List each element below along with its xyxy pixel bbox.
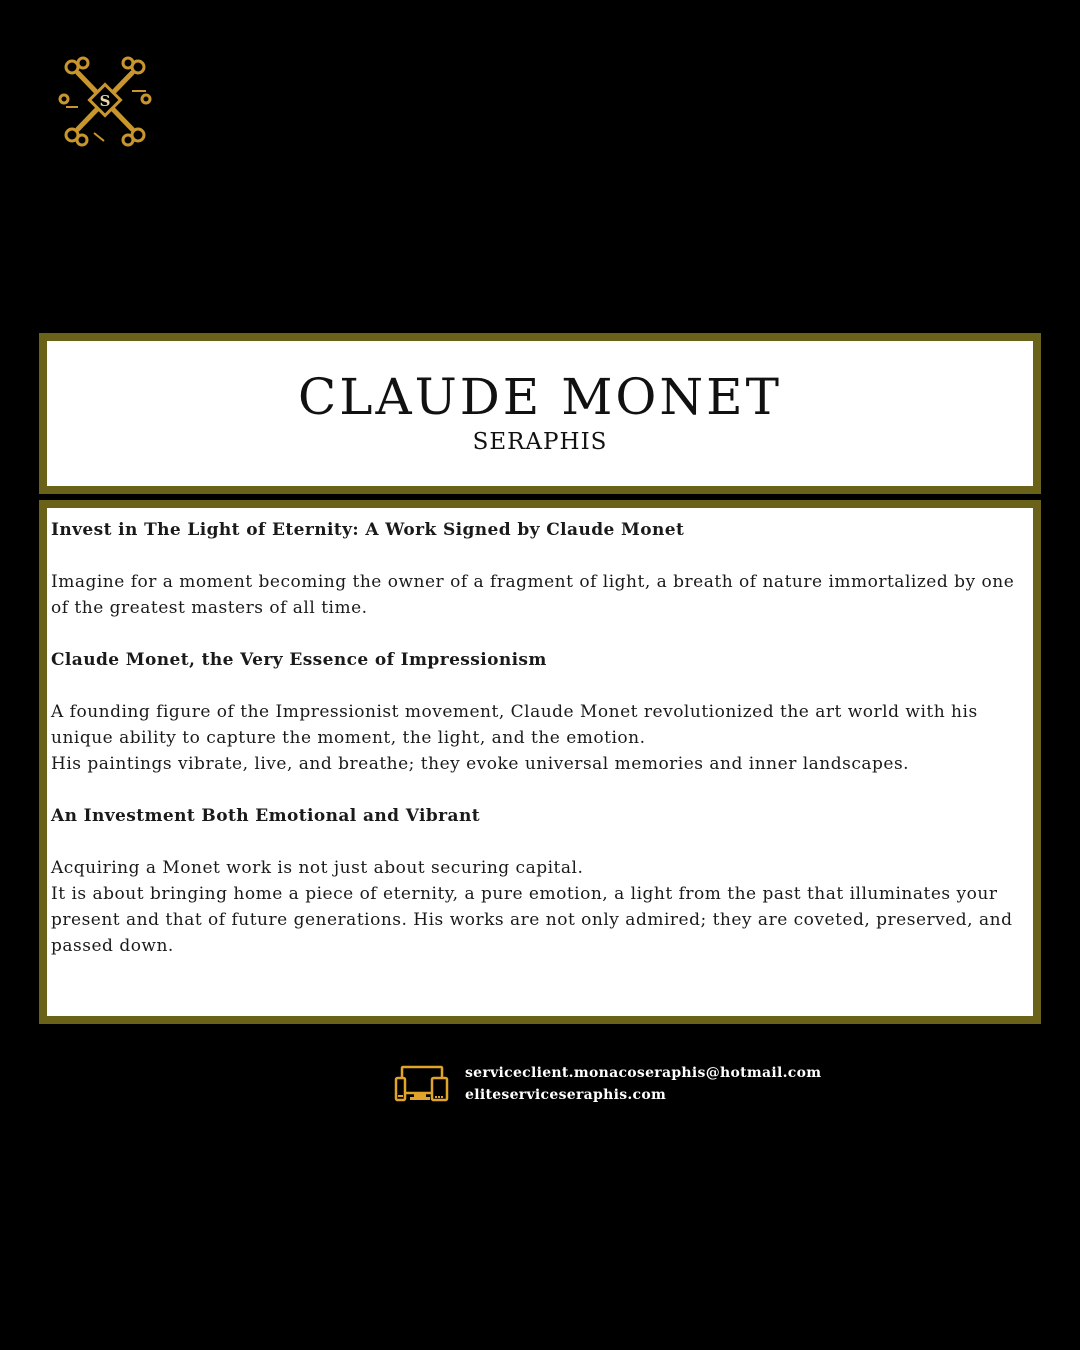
article-paragraph-3b: It is about bringing home a piece of eternity, a pure emotion, a light from the past that illuminates your present and that of future generations. His works are not only admired; they are coveted, preserved, and passed down. xyxy=(51,884,1013,956)
article-paragraph-3a: Acquiring a Monet work is not just about securing capital. xyxy=(51,858,584,878)
contact-email-link[interactable]: serviceclient.monacoseraphis@hotmail.com xyxy=(465,1065,822,1081)
title-panel xyxy=(39,333,1041,494)
article-heading-3: An Investment Both Emotional and Vibrant xyxy=(51,806,480,826)
contact-block xyxy=(394,1062,822,1110)
article-heading-2: Claude Monet, the Very Essence of Impressionism xyxy=(51,650,547,670)
logo-letter: S xyxy=(99,92,111,110)
devices-icon xyxy=(394,1064,450,1104)
article-paragraph-2a: A founding figure of the Impressionist movement, Claude Monet revolutionized the art world with his unique ability to capture the moment, the light, and the emotion. xyxy=(51,702,978,748)
page-subtitle: SERAPHIS xyxy=(472,429,608,455)
article-panel xyxy=(39,500,1041,1024)
article-heading-1: Invest in The Light of Eternity: A Work Signed by Claude Monet xyxy=(51,520,685,540)
page-title: CLAUDE MONET xyxy=(298,368,782,426)
article-paragraph-1: Imagine for a moment becoming the owner of a fragment of light, a breath of nature immortalized by one of the greatest masters of all time. xyxy=(51,572,1015,618)
crossed-keys-monogram-icon xyxy=(58,55,152,147)
article-body xyxy=(47,508,1033,959)
article-paragraph-2b: His paintings vibrate, live, and breathe; they evoke universal memories and inner landscapes. xyxy=(51,754,910,774)
contact-website-link[interactable]: eliteserviceseraphis.com xyxy=(465,1087,667,1103)
brand-logo xyxy=(58,55,152,147)
